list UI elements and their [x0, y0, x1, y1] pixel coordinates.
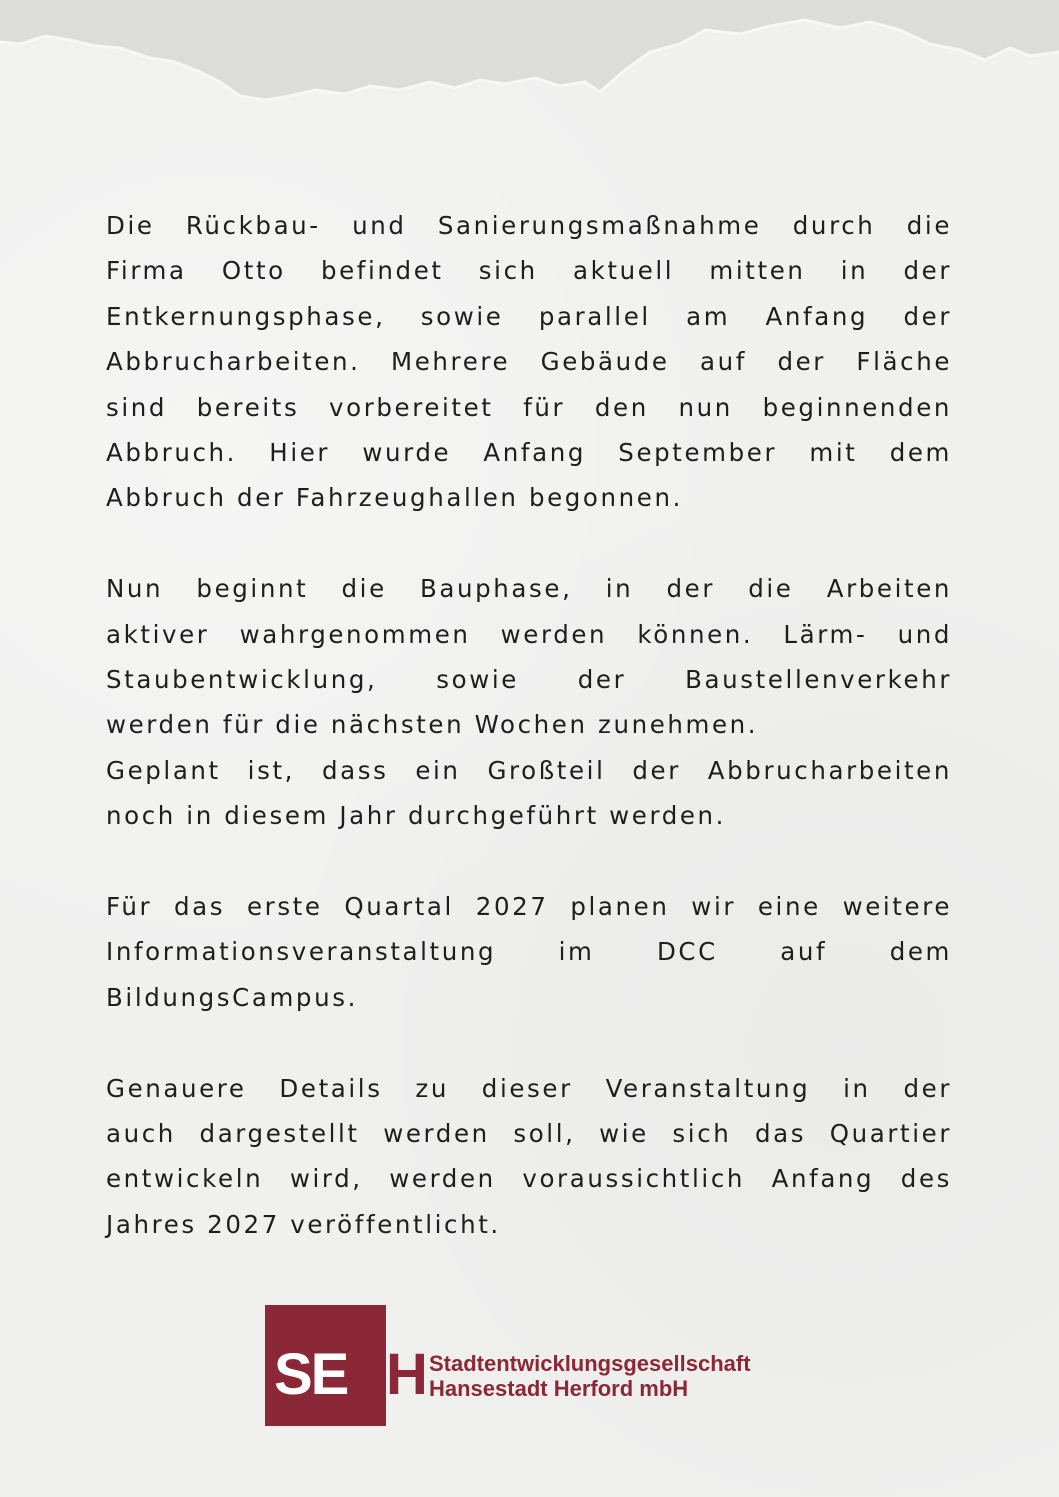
text-line: Abbruch der Fahrzeughallen begonnen. [106, 483, 683, 513]
text-line: Informationsveranstaltung im DCC auf dem [106, 937, 952, 967]
paragraph [106, 203, 952, 521]
text-line: aktiver wahrgenommen werden können. Lärm- und [106, 619, 952, 649]
text-line: Jahres 2027 veröffentlicht. [106, 1209, 501, 1239]
text-line: Genauere Details zu dieser Veranstaltung in der [106, 1073, 952, 1103]
text-line: Geplant ist, dass ein Großteil der Abbrucharbeiten [106, 755, 952, 785]
text-line: Für das erste Quartal 2027 planen wir eine weitere [106, 892, 952, 922]
text-line: sind bereits vorbereitet für den nun beginnenden [106, 392, 952, 422]
text-line: werden für die nächsten Wochen zunehmen. [106, 710, 759, 740]
text-line: Nun beginnt die Bauphase, in der die Arbeiten [106, 574, 952, 604]
text-line: Die Rückbau- und Sanierungsmaßnahme durch die [106, 211, 952, 240]
text-line: Staubentwicklung, sowie der Baustellenverkehr [106, 665, 952, 695]
text-line: BildungsCampus. [106, 982, 358, 1012]
logo-mark-h: H [386, 1342, 428, 1407]
torn-paper-edge [0, 0, 1059, 110]
logo-mark-text: SE [274, 1342, 348, 1407]
text-line: auch dargestellt werden soll, wie sich das Quartier [106, 1119, 952, 1149]
text-line: entwickeln wird, werden voraussichtlich Anfang des [106, 1164, 952, 1194]
text-line: Abbrucharbeiten. Mehrere Gebäude auf der Fläche [106, 347, 952, 377]
text-line: noch in diesem Jahr durchgeführt werden. [106, 801, 727, 831]
company-name-line2: Hansestadt Herford mbH [429, 1376, 689, 1401]
paragraph [106, 1066, 952, 1248]
paragraph [106, 884, 952, 1020]
letter-body [106, 203, 952, 1293]
text-line: Entkernungsphase, sowie parallel am Anfang der [106, 301, 952, 331]
company-logo [265, 1305, 805, 1427]
text-line: Abbruch. Hier wurde Anfang September mit dem [106, 438, 952, 468]
company-name-line1: Stadtentwicklungsgesellschaft [429, 1351, 751, 1376]
paragraph [106, 566, 952, 838]
company-name [429, 1351, 751, 1401]
text-line: Firma Otto befindet sich aktuell mitten in der [106, 256, 952, 286]
